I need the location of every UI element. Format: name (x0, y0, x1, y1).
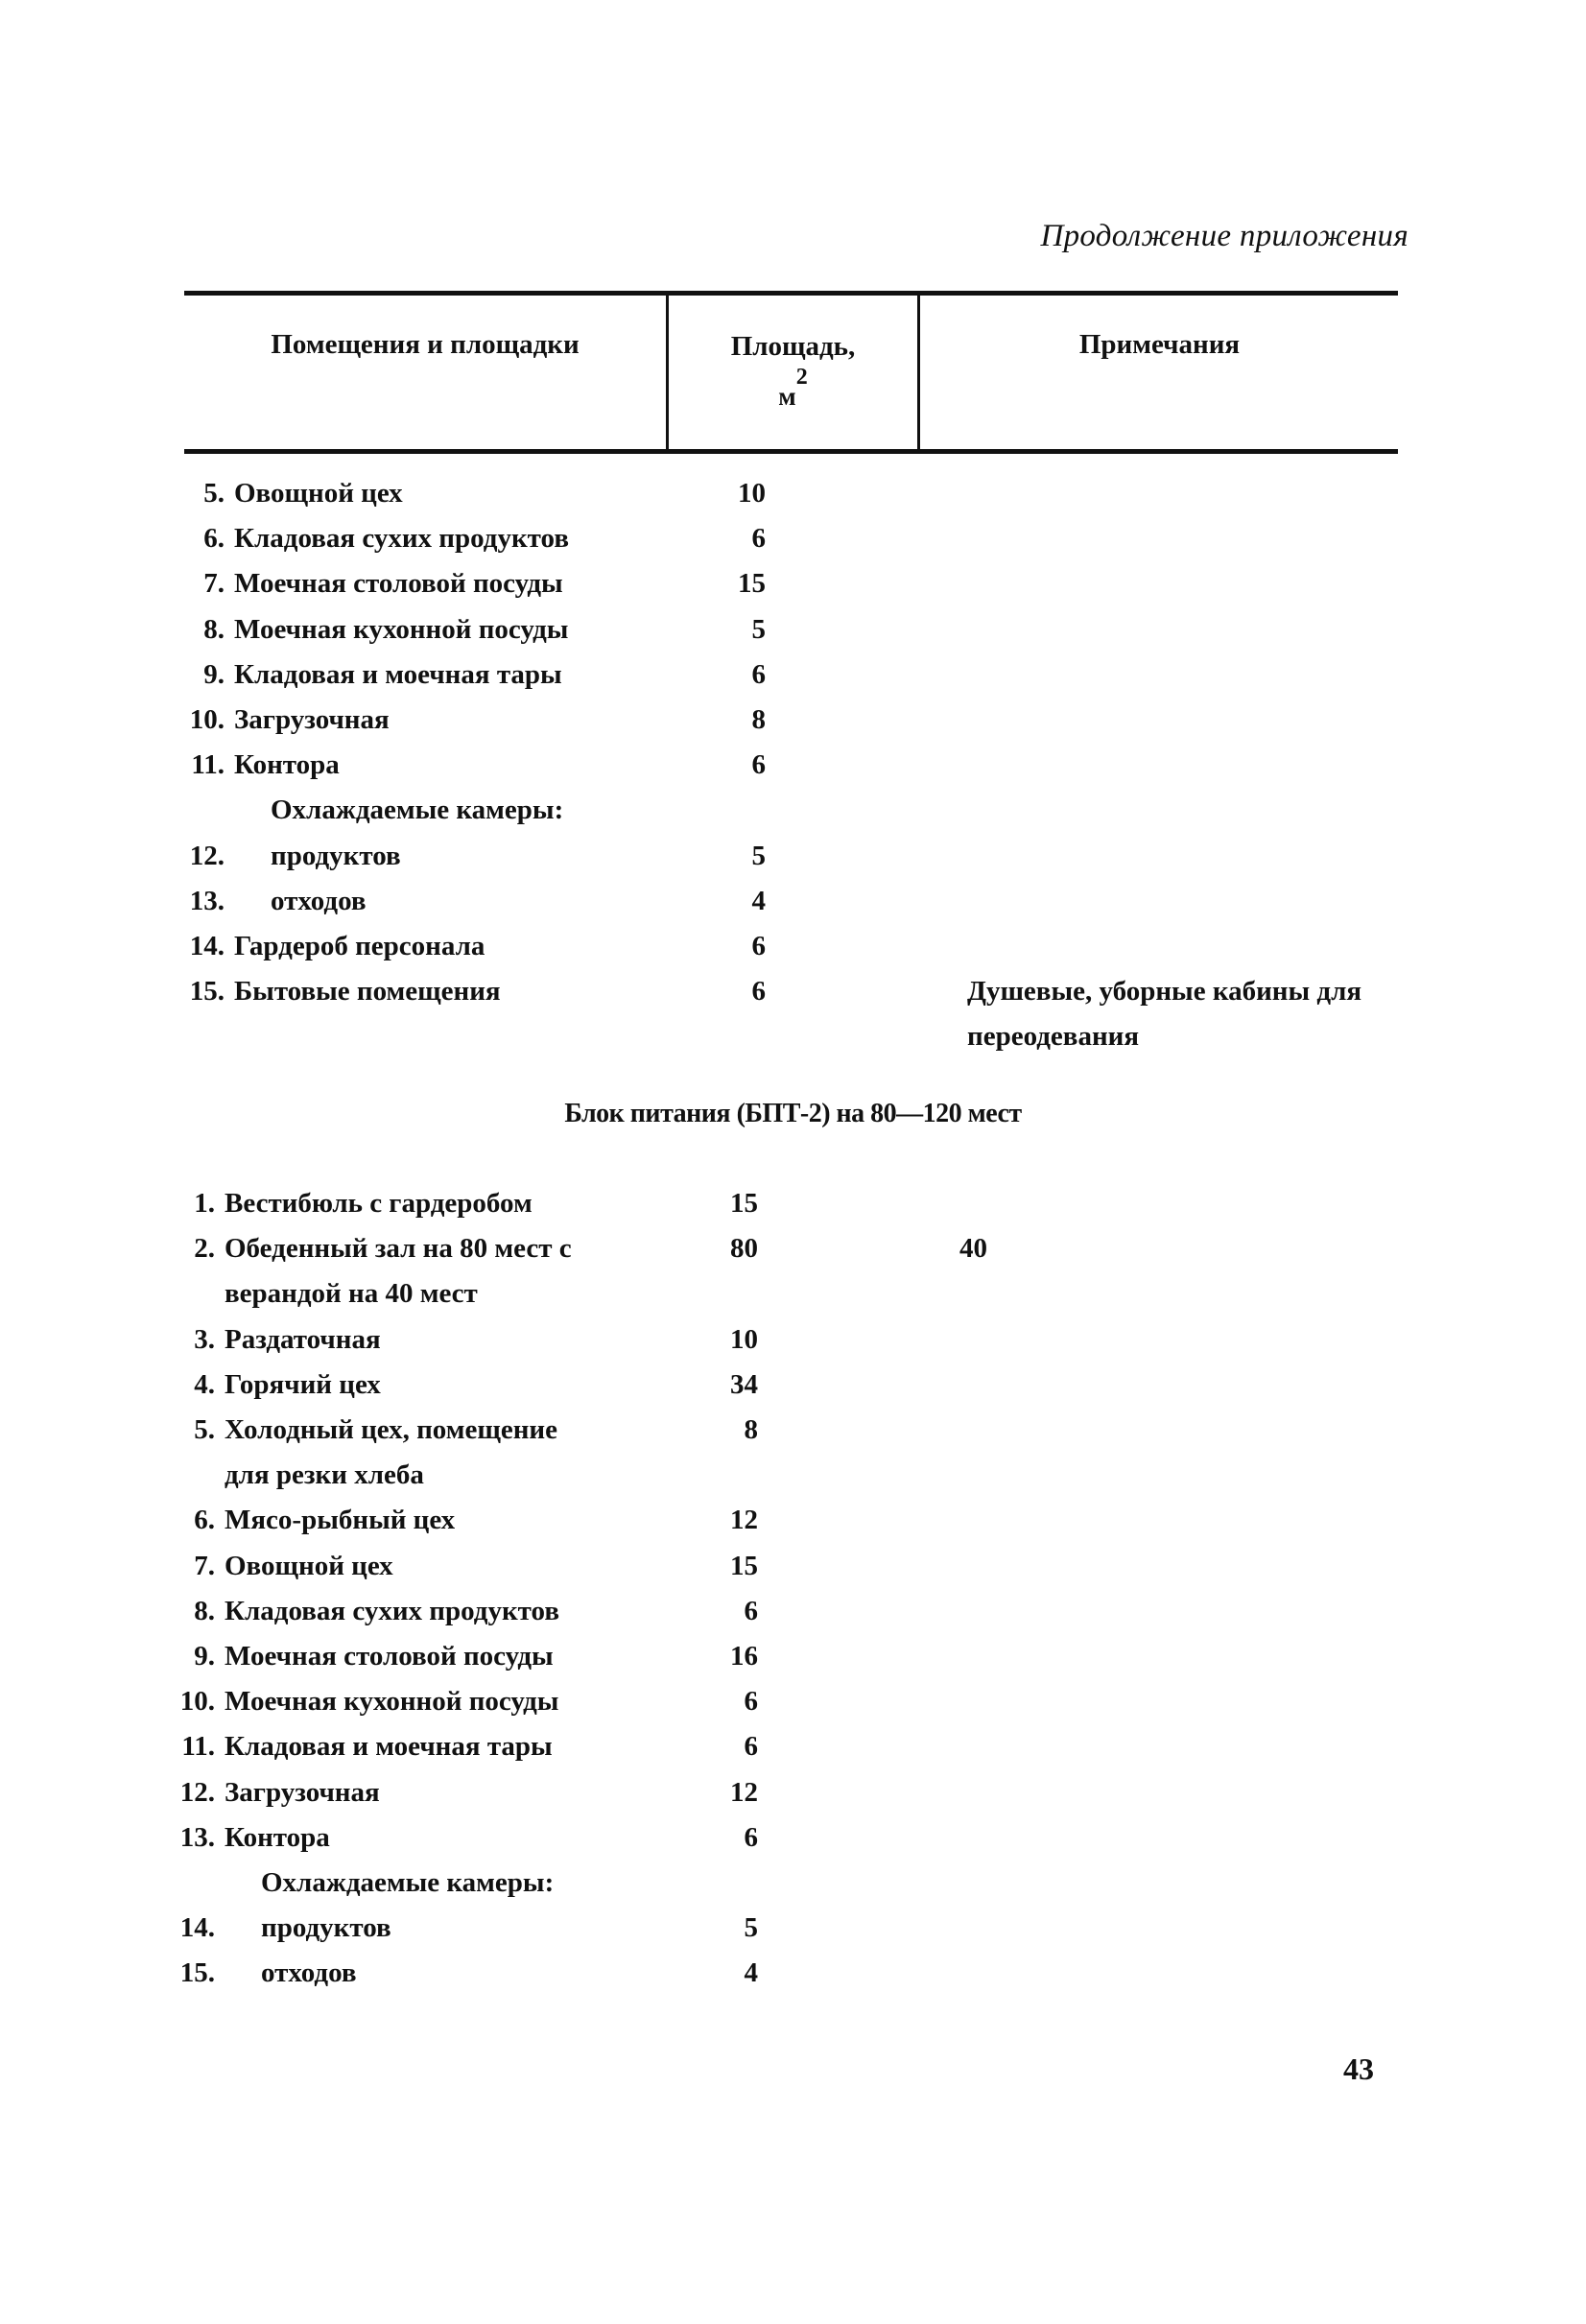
row-room-name: Мясо-рыбный цех (225, 1505, 456, 1536)
row-area: 6 (751, 658, 766, 690)
table-row (0, 562, 1586, 605)
row-number: 1. (194, 1188, 215, 1219)
row-area: 5 (744, 1912, 758, 1944)
table-row (0, 1725, 1586, 1767)
row-number: 15. (179, 1957, 215, 1989)
table-row (0, 472, 1586, 514)
row-room-name: продуктов (271, 840, 401, 871)
row-area: 5 (751, 840, 766, 871)
table-row (0, 970, 1586, 1012)
row-note: переодевания (967, 1021, 1140, 1053)
header-bottom-rule (184, 449, 1398, 454)
column-divider (917, 295, 920, 452)
row-room-name: верандой на 40 мест (225, 1278, 478, 1310)
table-row (0, 880, 1586, 922)
row-room-name: отходов (261, 1957, 357, 1989)
row-area: 34 (730, 1368, 758, 1400)
table-row (0, 835, 1586, 877)
table-row (0, 1182, 1586, 1224)
table-header (184, 291, 1398, 454)
row-number: 14. (189, 931, 225, 961)
row-room-name: для резки хлеба (225, 1459, 424, 1491)
row-room-name: Контора (234, 749, 340, 781)
row-area: 6 (751, 976, 766, 1008)
table-row (0, 1272, 1586, 1315)
row-room-name: Холодный цех, помещение (225, 1414, 558, 1445)
column-header-rooms: Помещения и площадки (271, 329, 580, 360)
row-number: 13. (189, 885, 225, 916)
table-row (0, 925, 1586, 967)
table-row (0, 1635, 1586, 1677)
table-row (0, 653, 1586, 696)
row-area: 6 (751, 931, 766, 961)
row-room-name: Моечная столовой посуды (225, 1641, 554, 1672)
row-number: 10. (179, 1686, 215, 1718)
unit-letter: м (778, 382, 796, 411)
table-row (0, 1015, 1586, 1057)
row-area: 12 (730, 1776, 758, 1808)
row-room-name: Бытовые помещения (234, 976, 501, 1008)
row-area: 6 (744, 1595, 758, 1626)
table-row (0, 699, 1586, 741)
row-note: 40 (959, 1233, 987, 1265)
row-number: 6. (194, 1505, 215, 1536)
row-area: 6 (744, 1686, 758, 1718)
row-area: 6 (744, 1731, 758, 1763)
row-number: 7. (194, 1550, 215, 1581)
table-row (0, 1771, 1586, 1814)
row-number: 13. (179, 1821, 215, 1853)
row-number: 9. (194, 1641, 215, 1672)
row-area: 8 (751, 704, 766, 735)
row-number: 12. (189, 840, 225, 871)
row-area: 15 (730, 1550, 758, 1581)
table-row (0, 1318, 1586, 1361)
row-room-name: Моечная столовой посуды (234, 568, 563, 600)
table-row (0, 517, 1586, 559)
column-header-notes: Примечания (1078, 329, 1241, 360)
row-room-name: Горячий цех (225, 1368, 381, 1400)
row-number: 4. (194, 1368, 215, 1400)
row-number: 11. (191, 749, 225, 781)
row-area: 10 (730, 1323, 758, 1355)
row-room-name: Охлаждаемые камеры: (271, 794, 564, 826)
header-top-rule (184, 291, 1398, 296)
row-number: 3. (194, 1323, 215, 1355)
page-number: 43 (1343, 2051, 1374, 2086)
row-number: 8. (203, 613, 225, 645)
row-area: 4 (751, 885, 766, 916)
row-number: 2. (194, 1233, 215, 1265)
table-row (0, 1952, 1586, 1994)
row-number: 12. (179, 1776, 215, 1808)
row-room-name: Раздаточная (225, 1323, 381, 1355)
row-number: 8. (194, 1595, 215, 1626)
row-area: 6 (751, 523, 766, 555)
row-number: 9. (203, 658, 225, 690)
row-number: 5. (194, 1414, 215, 1445)
block-title: Блок питания (БПТ-2) на 80—120 мест (564, 1099, 1022, 1128)
row-room-name: Кладовая и моечная тары (234, 658, 562, 690)
row-room-name: отходов (271, 885, 367, 916)
row-room-name: Гардероб персонала (234, 931, 485, 961)
row-area: 8 (744, 1414, 758, 1445)
row-room-name: Моечная кухонной посуды (234, 613, 569, 645)
row-room-name: Загрузочная (234, 704, 390, 735)
row-room-name: Кладовая сухих продуктов (234, 523, 569, 555)
continuation-heading: Продолжение приложения (1040, 219, 1408, 253)
row-room-name: Овощной цех (225, 1550, 393, 1581)
row-room-name: Вестибюль с гардеробом (225, 1188, 533, 1219)
row-room-name: Моечная кухонной посуды (225, 1686, 559, 1718)
row-area: 80 (730, 1233, 758, 1265)
table-row (0, 1545, 1586, 1587)
column-header-area (669, 329, 917, 414)
table-row (0, 1364, 1586, 1406)
row-room-name: Кладовая и моечная тары (225, 1731, 553, 1763)
row-area: 6 (751, 749, 766, 781)
area-label: Площадь, (730, 331, 856, 362)
table-row (0, 789, 1586, 831)
row-room-name: Контора (225, 1821, 330, 1853)
row-room-name: продуктов (261, 1912, 391, 1944)
row-number: 5. (203, 478, 225, 509)
table-row (0, 1862, 1586, 1904)
row-room-name: Загрузочная (225, 1776, 380, 1808)
table-row (0, 1499, 1586, 1541)
row-area: 5 (751, 613, 766, 645)
row-number: 7. (203, 568, 225, 600)
row-number: 14. (179, 1912, 215, 1944)
row-area: 12 (730, 1505, 758, 1536)
row-note: Душевые, уборные кабины для (967, 976, 1362, 1008)
row-number: 6. (203, 523, 225, 555)
row-area: 6 (744, 1821, 758, 1853)
unit-exponent: 2 (795, 365, 808, 390)
row-room-name: Обеденный зал на 80 мест с (225, 1233, 572, 1265)
row-room-name: Кладовая сухих продуктов (225, 1595, 559, 1626)
area-unit (669, 365, 917, 414)
row-area: 15 (738, 568, 766, 600)
table-row (0, 1907, 1586, 1949)
table-row (0, 1816, 1586, 1859)
row-number: 10. (189, 704, 225, 735)
table-row (0, 1680, 1586, 1722)
row-number: 11. (181, 1731, 215, 1763)
row-area: 16 (730, 1641, 758, 1672)
table-row (0, 1454, 1586, 1496)
table-row (0, 1409, 1586, 1451)
row-area: 15 (730, 1188, 758, 1219)
table-row (0, 744, 1586, 786)
row-area: 4 (744, 1957, 758, 1989)
table-row (0, 608, 1586, 651)
table-row (0, 1227, 1586, 1269)
row-room-name: Охлаждаемые камеры: (261, 1867, 555, 1898)
row-number: 15. (189, 976, 225, 1008)
table-row (0, 1590, 1586, 1632)
row-room-name: Овощной цех (234, 478, 403, 509)
row-area: 10 (738, 478, 766, 509)
